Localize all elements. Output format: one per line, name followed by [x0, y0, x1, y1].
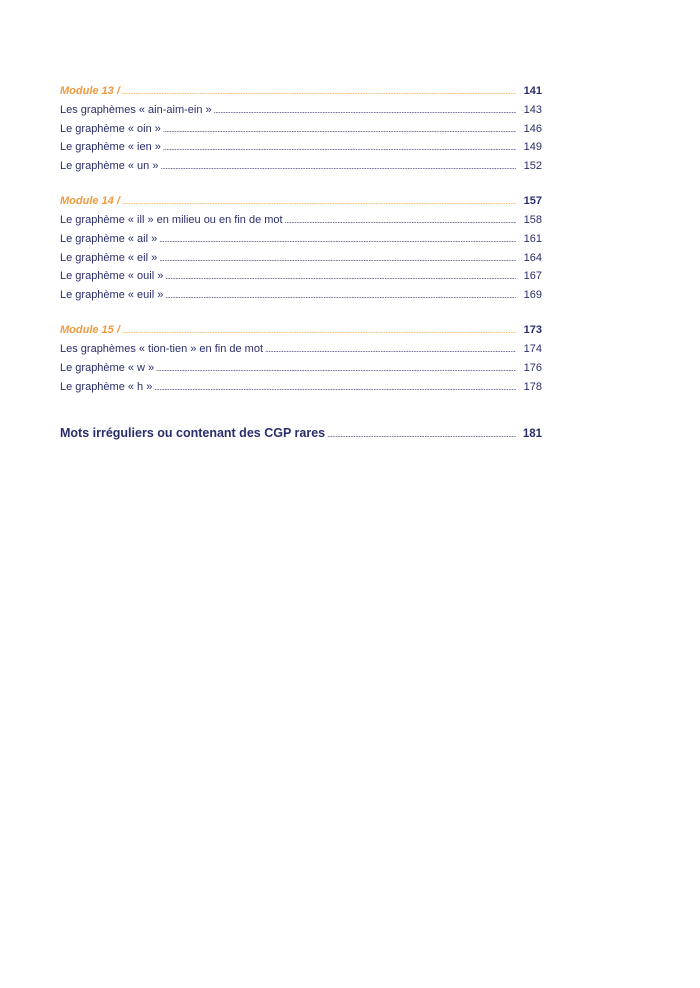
module-heading[interactable]: [60, 192, 542, 211]
toc-entry[interactable]: [60, 359, 542, 378]
module-14-section: [60, 192, 542, 304]
entry-label: Mots irréguliers ou contenant des CGP rares: [60, 426, 326, 440]
dot-leader: [165, 268, 516, 287]
toc-entry[interactable]: [60, 267, 542, 286]
dot-leader: [214, 102, 516, 121]
final-section: [60, 423, 542, 443]
entry-label: Le graphème « w »: [60, 361, 155, 374]
entry-label: Le graphème « eil »: [60, 251, 158, 264]
toc-entry[interactable]: [60, 211, 542, 230]
page-number: 176: [523, 361, 542, 374]
toc-entry[interactable]: [60, 286, 542, 305]
page-number: 152: [523, 159, 542, 172]
toc-entry[interactable]: [60, 101, 542, 120]
dot-leader: [163, 121, 516, 140]
dot-leader: [265, 341, 516, 360]
page-number: 149: [523, 141, 542, 154]
module-title: Module 13 /: [60, 85, 120, 97]
toc-entry[interactable]: [60, 138, 542, 157]
page-number: 174: [523, 343, 542, 356]
dot-leader: [160, 158, 516, 177]
page-number: 146: [523, 122, 542, 135]
dot-leader: [154, 379, 516, 398]
page-number: 164: [523, 251, 542, 264]
dot-leader: [285, 212, 516, 231]
module-title: Module 14 /: [60, 195, 120, 208]
toc-entry[interactable]: [60, 157, 542, 176]
entry-label: Le graphème « ouil »: [60, 270, 164, 283]
module-15-section: [60, 321, 542, 396]
toc-entry[interactable]: [60, 230, 542, 249]
module-heading[interactable]: [60, 82, 542, 101]
entry-label: Le graphème « h »: [60, 380, 153, 393]
toc-entry[interactable]: [60, 378, 542, 397]
entry-label: Le graphème « ien »: [60, 141, 161, 154]
page-number: 173: [523, 324, 542, 337]
toc-entry[interactable]: [60, 249, 542, 268]
page-number: 143: [523, 104, 542, 116]
entry-label: Les graphèmes « ain-aim-ein »: [60, 104, 212, 116]
entry-label: Le graphème « oin »: [60, 122, 161, 135]
page-number: 169: [523, 288, 542, 301]
page-number: 167: [523, 270, 542, 283]
entry-label: Le graphème « ill » en milieu ou en fin de mot: [60, 214, 283, 227]
module-title: Module 15 /: [60, 324, 120, 337]
page-number: 141: [523, 85, 542, 97]
module-13-section: [60, 82, 542, 175]
dot-leader: [163, 139, 516, 158]
dot-leader: [122, 192, 516, 211]
page-number: 158: [523, 214, 542, 227]
page-number: 161: [523, 232, 542, 245]
dot-leader: [159, 250, 516, 269]
table-of-contents: [60, 82, 542, 413]
page-number: 178: [523, 380, 542, 393]
dot-leader: [327, 425, 516, 445]
page-number: 181: [522, 428, 542, 440]
module-heading[interactable]: [60, 321, 542, 340]
toc-entry-final[interactable]: [60, 423, 542, 443]
dot-leader: [122, 321, 516, 340]
entry-label: Le graphème « euil »: [60, 288, 164, 301]
dot-leader: [159, 231, 516, 250]
entry-label: Le graphème « un »: [60, 159, 159, 172]
dot-leader: [122, 82, 516, 101]
dot-leader: [165, 287, 516, 306]
page-number: 157: [523, 195, 542, 208]
toc-entry[interactable]: [60, 340, 542, 359]
entry-label: Le graphème « ail »: [60, 232, 158, 245]
entry-label: Les graphèmes « tion-tien » en fin de mot: [60, 343, 264, 356]
dot-leader: [156, 360, 516, 379]
toc-entry[interactable]: [60, 120, 542, 139]
